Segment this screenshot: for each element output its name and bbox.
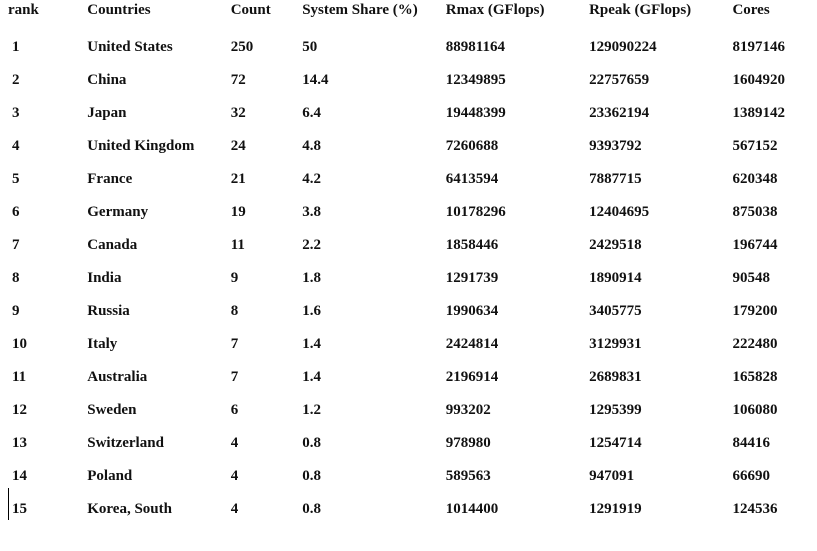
table-body: [0, 28, 817, 523]
cell-rmax: 6413594: [445, 171, 499, 187]
cell-rmax: 10178296: [445, 204, 506, 220]
table-row: [0, 424, 817, 457]
table-row: [0, 226, 817, 259]
cell-system-share: 1.2: [302, 402, 321, 418]
header-cores: Cores: [732, 2, 770, 18]
cell-cores: 567152: [732, 138, 778, 154]
cell-rpeak: 3129931: [589, 336, 642, 352]
cell-rpeak: 1295399: [589, 402, 642, 418]
cell-rank: 7: [12, 237, 20, 253]
header-row: [0, 0, 817, 28]
cell-count: 7: [230, 336, 239, 352]
text-cursor: [8, 488, 9, 520]
cell-rank: 6: [12, 204, 20, 220]
cell-system-share: 0.8: [302, 501, 321, 517]
cell-cores: 90548: [732, 270, 770, 286]
cell-cores: 222480: [732, 336, 778, 352]
table-row: [0, 490, 817, 523]
cell-system-share: 6.4: [302, 105, 321, 121]
cell-system-share: 50: [302, 39, 318, 55]
cell-rmax: 2196914: [445, 369, 499, 385]
cell-rank: 5: [12, 171, 20, 187]
cell-cores: 8197146: [732, 39, 785, 55]
cell-count: 4: [230, 435, 239, 451]
cell-count: 19: [230, 204, 246, 220]
table-row: [0, 391, 817, 424]
header-rpeak: Rpeak (GFlops): [589, 2, 692, 18]
cell-cores: 179200: [732, 303, 778, 319]
cell-country: Australia: [87, 369, 148, 385]
cell-country: Sweden: [87, 402, 137, 418]
cell-rpeak: 1890914: [589, 270, 642, 286]
cell-system-share: 1.8: [302, 270, 321, 286]
cell-rmax: 1858446: [445, 237, 499, 253]
cell-count: 11: [230, 237, 245, 253]
table-row: [0, 325, 817, 358]
cell-count: 24: [230, 138, 246, 154]
cell-rpeak: 9393792: [589, 138, 642, 154]
cell-count: 4: [230, 501, 239, 517]
cell-rank: 10: [12, 336, 27, 352]
cell-rpeak: 947091: [589, 468, 635, 484]
table-row: [0, 61, 817, 94]
cell-count: 250: [230, 39, 254, 55]
table-row: [0, 358, 817, 391]
table-row: [0, 94, 817, 127]
cell-count: 32: [230, 105, 246, 121]
cell-count: 4: [230, 468, 239, 484]
cell-rpeak: 2689831: [589, 369, 642, 385]
cell-country: United States: [87, 39, 173, 55]
cell-rpeak: 3405775: [589, 303, 642, 319]
table-row: [0, 457, 817, 490]
cell-system-share: 1.6: [302, 303, 321, 319]
cell-cores: 196744: [732, 237, 778, 253]
cell-country: United Kingdom: [87, 138, 195, 154]
cell-country: Canada: [87, 237, 138, 253]
cell-cores: 66690: [732, 468, 770, 484]
cell-country: Switzerland: [87, 435, 164, 451]
cell-rank: 9: [12, 303, 20, 319]
cell-country: India: [87, 270, 122, 286]
cell-rank: 8: [12, 270, 20, 286]
cell-country: Japan: [87, 105, 127, 121]
cell-rpeak: 129090224: [589, 39, 657, 55]
cell-rank: 2: [12, 72, 20, 88]
cell-cores: 165828: [732, 369, 778, 385]
table-row: [0, 193, 817, 226]
cell-rmax: 88981164: [445, 39, 505, 55]
cell-rpeak: 12404695: [589, 204, 650, 220]
header-count: Count: [230, 2, 271, 18]
cell-count: 9: [230, 270, 239, 286]
cell-system-share: 0.8: [302, 435, 321, 451]
cell-rpeak: 2429518: [589, 237, 642, 253]
cell-count: 8: [230, 303, 239, 319]
cell-cores: 124536: [732, 501, 778, 517]
cell-rmax: 1291739: [445, 270, 499, 286]
cell-rmax: 1990634: [445, 303, 499, 319]
cell-rank: 11: [12, 369, 27, 385]
cell-rmax: 1014400: [445, 501, 499, 517]
cell-count: 72: [230, 72, 246, 88]
cell-country: Russia: [87, 303, 130, 319]
cell-system-share: 1.4: [302, 336, 321, 352]
cell-system-share: 14.4: [302, 72, 329, 88]
cell-cores: 84416: [732, 435, 770, 451]
cell-cores: 620348: [732, 171, 778, 187]
table-row: [0, 160, 817, 193]
cell-cores: 106080: [732, 402, 778, 418]
table-header: [0, 0, 817, 28]
cell-rmax: 7260688: [445, 138, 499, 154]
cell-rank: 15: [12, 501, 27, 517]
cell-country: Korea, South: [87, 501, 172, 517]
cell-system-share: 3.8: [302, 204, 321, 220]
cell-cores: 875038: [732, 204, 778, 220]
header-countries: Countries: [87, 2, 151, 18]
cell-rank: 13: [12, 435, 27, 451]
header-rmax: Rmax (GFlops): [445, 2, 545, 18]
cell-rank: 12: [12, 402, 27, 418]
cell-rmax: 993202: [445, 402, 491, 418]
cell-rpeak: 1291919: [589, 501, 642, 517]
cell-system-share: 2.2: [302, 237, 321, 253]
cell-rpeak: 22757659: [589, 72, 650, 88]
table-row: [0, 28, 817, 61]
cell-count: 21: [230, 171, 246, 187]
cell-rmax: 2424814: [445, 336, 499, 352]
cell-count: 7: [230, 369, 239, 385]
cell-cores: 1604920: [732, 72, 785, 88]
cell-rank: 3: [12, 105, 20, 121]
cell-country: Poland: [87, 468, 133, 484]
header-rank: rank: [8, 2, 39, 18]
cell-country: France: [87, 171, 133, 187]
cell-rpeak: 7887715: [589, 171, 642, 187]
cell-system-share: 4.8: [302, 138, 321, 154]
cell-country: Germany: [87, 204, 149, 220]
cell-rmax: 19448399: [445, 105, 506, 121]
cell-rank: 1: [12, 39, 20, 55]
cell-system-share: 1.4: [302, 369, 321, 385]
header-system-share: System Share (%): [302, 2, 418, 18]
cell-rmax: 978980: [445, 435, 491, 451]
cell-rmax: 589563: [445, 468, 491, 484]
cell-count: 6: [230, 402, 239, 418]
cell-system-share: 4.2: [302, 171, 321, 187]
cell-system-share: 0.8: [302, 468, 321, 484]
cell-rpeak: 1254714: [589, 435, 642, 451]
cell-rank: 4: [12, 138, 20, 154]
cell-rank: 14: [12, 468, 27, 484]
cell-country: China: [87, 72, 127, 88]
cell-country: Italy: [87, 336, 118, 352]
cell-cores: 1389142: [732, 105, 785, 121]
table-row: [0, 127, 817, 160]
cell-rpeak: 23362194: [589, 105, 650, 121]
table-row: [0, 292, 817, 325]
table-row: [0, 259, 817, 292]
cell-rmax: 12349895: [445, 72, 506, 88]
